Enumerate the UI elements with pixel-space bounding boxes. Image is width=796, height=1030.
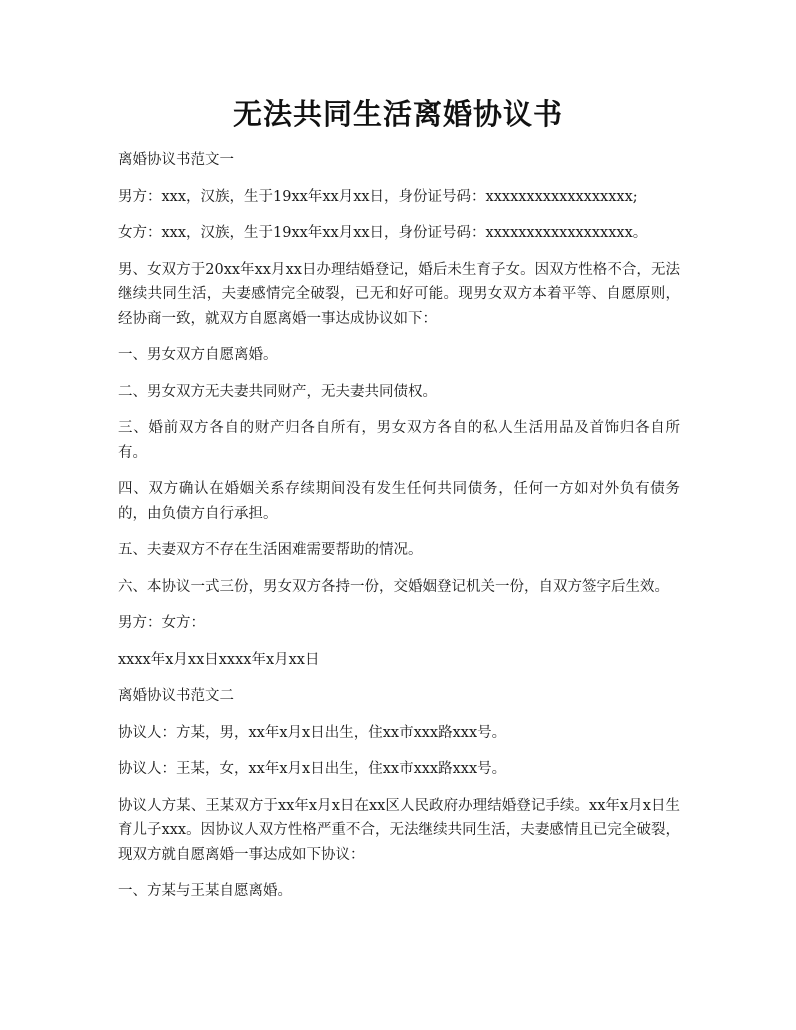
clause-4: 四、双方确认在婚姻关系存续期间没有发生任何共同债务，任何一方如对外负有债务的，由负债方自行承担。	[118, 481, 680, 522]
clause-3: 三、婚前双方各自的财产归各自所有，男女双方各自的私人生活用品及首饰归各自所有。	[118, 420, 680, 461]
marriage-background: 男、女双方于20xx年xx月xx日办理结婚登记，婚后未生育子女。因双方性格不合，无法继续共同生活，夫妻感情完全破裂，已无和好可能。现男女双方本着平等、自愿原则，经协商一致，就双方自愿离婚一事达成协议如下：	[118, 261, 680, 327]
section-heading-sample-one: 离婚协议书范文一	[118, 152, 234, 168]
party-wang-info: 协议人：王某，女，xx年x月x日出生，住xx市xxx路xxx号。	[118, 761, 507, 777]
signature-line: 男方：女方：	[118, 615, 205, 631]
document-title: 无法共同生活离婚协议书	[232, 97, 563, 131]
section-heading-sample-two: 离婚协议书范文二	[118, 688, 234, 704]
clause-5: 五、夫妻双方不存在生活困难需要帮助的情况。	[118, 542, 423, 558]
party-male-info: 男方：xxx，汉族，生于19xx年xx月xx日，身份证号码：xxxxxxxxxxxxxxxxxx;	[118, 188, 638, 205]
clause-6: 六、本协议一式三份，男女双方各持一份，交婚姻登记机关一份，自双方签字后生效。	[118, 578, 669, 595]
party-fang-info: 协议人：方某，男，xx年x月x日出生，住xx市xxx路xxx号。	[118, 724, 507, 741]
document-body	[118, 148, 680, 916]
agreement-background: 协议人方某、王某双方于xx年x月x日在xx区人民政府办理结婚登记手续。xx年x月x日生育儿子xxx。因协议人双方性格严重不合，无法继续共同生活，夫妻感情且已完全破裂，现双方就自愿离婚一事达成如下协议：	[118, 797, 680, 863]
party-female-info: 女方：xxx，汉族，生于19xx年xx月xx日，身份证号码：xxxxxxxxxxxxxxxxxx。	[118, 225, 648, 241]
clause-2: 二、男女双方无夫妻共同财产，无夫妻共同债权。	[118, 383, 437, 400]
clause-1: 一、男女双方自愿离婚。	[118, 347, 278, 363]
signature-date-line: xxxx年x月xx日xxxx年x月xx日	[118, 651, 320, 668]
sample-two-clause-1: 一、方某与王某自愿离婚。	[118, 883, 292, 899]
